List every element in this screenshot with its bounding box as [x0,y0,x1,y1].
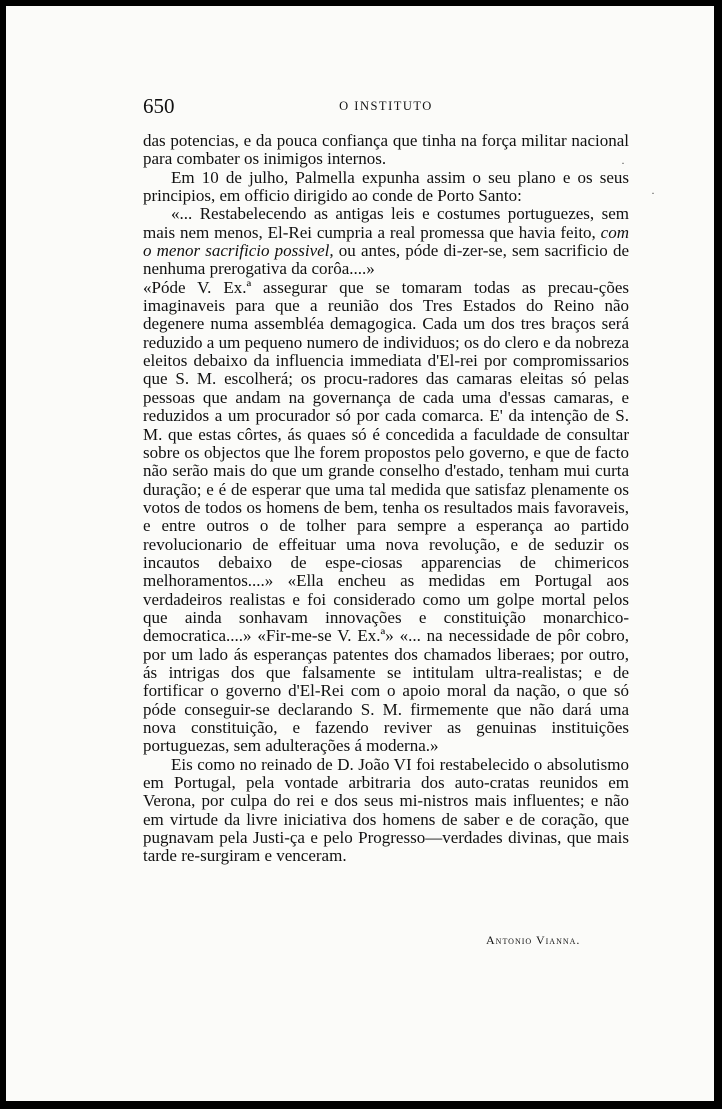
body-text [143,132,629,866]
stray-mark: · [621,156,625,170]
page [6,6,714,1101]
paragraph-3-quote [143,205,629,278]
running-head: O INSTITUTO [339,99,433,113]
quote-italic: com o menor sacrificio possivel, [143,222,629,261]
paragraph-1: das potencias, e da pouca confiança que tinha na força militar nacional para combater os inimigos internos. [143,131,629,169]
paragraph-2: Em 10 de julho, Palmella expunha assim o seu plano e os seus principios, em officio dirigido ao conde de Porto Santo: [143,167,629,206]
quote-text: «... Restabelecendo as antigas leis e costumes portuguezes, sem mais nem menos, El-Rei cumpria a real promessa que havia feito, [143,204,629,242]
page-number: 650 [143,94,175,118]
paragraph-4-quote: «Póde V. Ex.ª assegurar que se tomaram todas as precau-ções imaginaveis para que a reunião dos Tres Estados do Reino não degenere numa assembléa demagogica. Cada um dos tres braços será reduzido a um pequeno numero de individuos; os do clero e da nobreza eleitos debaixo da influencia immediata d'El-rei por compromissarios que S. M. escolherá; os procu-radores das camaras eleitas só pelas pessoas que andam na governança de cada uma d'essas camaras, e reduzidos a um procurador só por cada comarca. E' da intenção de S. M. que estas côrtes, ás quaes só é concedida a faculdade de consultar sobre os objectos que lhe forem propostos pelo governo, e que de facto não serão mais do que um grande conselho d'estado, tenham mui curta duração; e é de esperar que uma tal medida que satisfaz plenamente os votos de todos os homens de bem, tenha os resultados mais favoraveis, e entre outros o de tolher para sempre a esperança ao partido revolucionario de effeituar uma nova revolução, e de seduzir os incautos debaixo de espe-ciosas apparencias de chimericos melhoramentos....» «Ella encheu as medidas em Portugal aos verdadeiros realistas e foi considerado como um golpe mortal pelos que ainda sonhavam innovações e constituição monarchico-democratica....» «Fir-me-se V. Ex.ª» «... na necessidade de pôr cobro, por um lado ás esperanças patentes dos chamados liberaes; por outro, ás intrigas dos que falsamente se intitulam ultra-realistas; e de fortificar o governo d'El-Rei com o apoio moral da nação, o que só póde conseguir-se declarando S. M. firmemente que não dará uma nova constituição, e fazendo reviver as genuinas instituições portuguezas, sem adulterações á moderna.» [143,277,629,756]
author-signature: Antonio Vianna. [486,933,581,947]
page-header [143,94,629,118]
quote-text-end: ou antes, póde di-zer-se, sem sacrificio de nenhuma prerogativa da corôa....» [143,241,629,279]
stray-mark: · [651,186,655,200]
paragraph-5: Eis como no reinado de D. João VI foi restabelecido o absolutismo em Portugal, pela vontade arbitraria dos auto-cratas reunidos em Verona, por culpa do rei e dos seus mi-nistros mais influentes; e não em virtude da livre iniciativa dos homens de saber e de coração, que pugnavam pela Justi-ça e pelo Progresso—verdades divinas, que mais tarde re-surgiram e venceram. [143,754,629,866]
